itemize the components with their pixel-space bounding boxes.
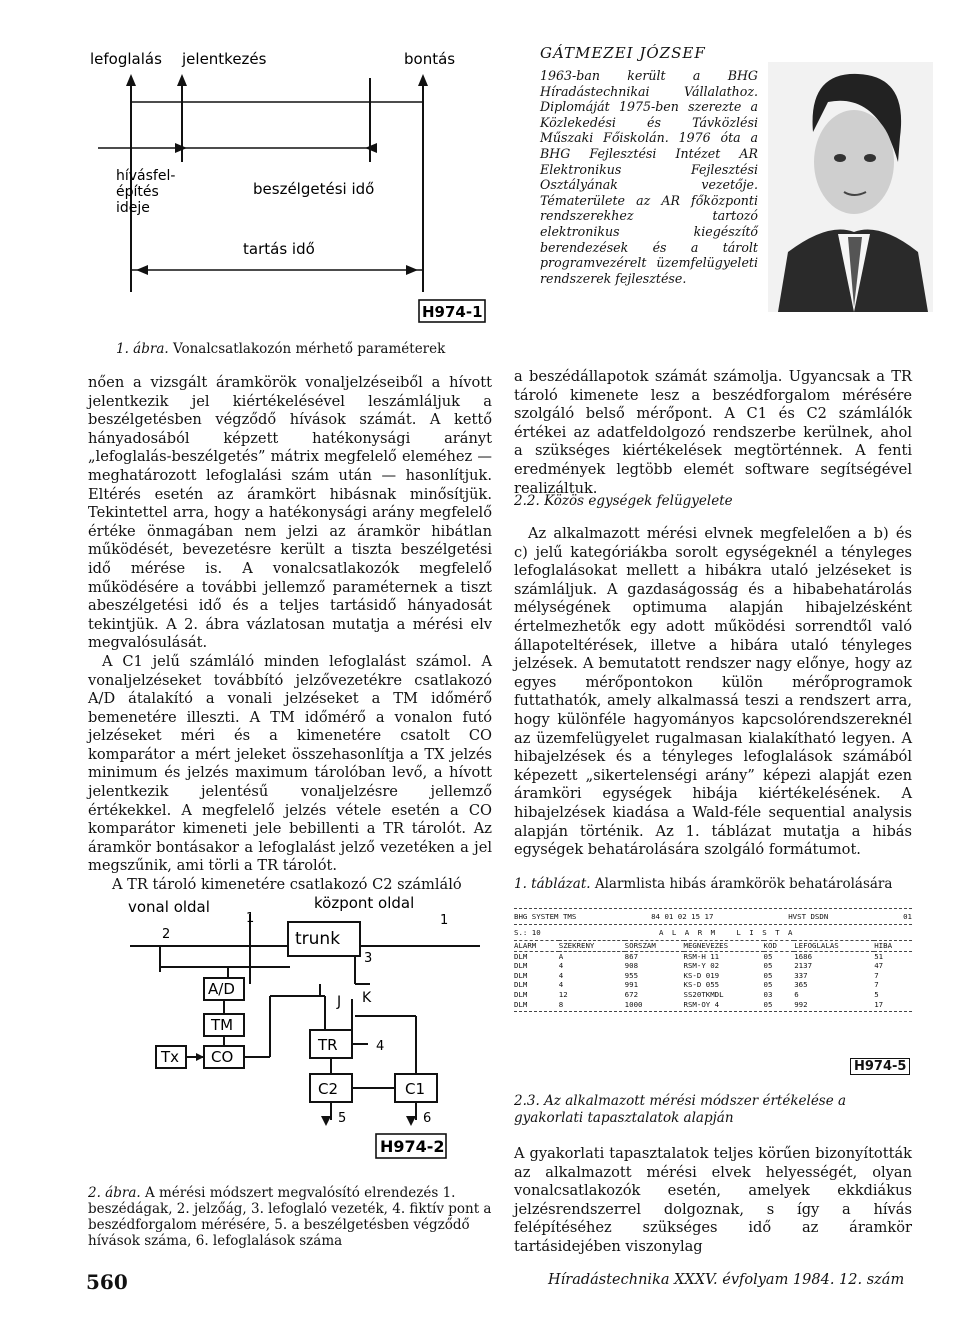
right-paragraph-1: a beszédállapotok számát számolja. Ugyancsak a TR tároló kimenete lesz a beszédforgalom mérésére szolgáló belső mérőpont. A C1 és C2 számlálók értékei az adatfeldolgozó rendszerbe kerülnek, ahol a szükséges kiértékelések megtörténnek. A fenti eredmények legtöbb elemét software segítségével realizáltuk.	[514, 368, 912, 497]
alarm-header-station: HVST DSDN	[788, 912, 829, 921]
section-2-2-title: Közös egységek felügyelete	[544, 493, 733, 509]
alarm-table-grid	[514, 940, 912, 1009]
label-tartas-ido: tartás idő	[243, 240, 315, 258]
label-5: 5	[338, 1111, 347, 1126]
label-hivasfelepites-1: hívásfel-	[116, 168, 176, 184]
label-co: CO	[211, 1048, 234, 1066]
label-beszelgetesi-ido: beszélgetési idő	[253, 180, 375, 198]
author-photo	[768, 62, 933, 312]
label-vonal-oldal: vonal oldal	[128, 898, 210, 916]
page-number: 560	[86, 1270, 128, 1294]
right-paragraph-3: A gyakorlati tapasztalatok teljes körűen bizonyították az alkalmazott mérési elvek helyességét, olyan vonalcsatlakozók esetén, amelyek ekkdiákus jelzésrendszerrel dolgoznak, s így a hívás felépítéséhez szükséges idő az áramkör tartásidejében viszonylag	[514, 1145, 912, 1255]
author-bio: 1963-ban került a BHG Híradástechnikai Vállalathoz. Diplomáját 1975-ben szerezte a Közlekedési és Távközlési Műszaki Főiskolán. 1976 óta a BHG Fejlesztési Intézet AR Elektronikus Fejlesztési Osztályának vezetője. Tématerülete az AR főközponti rendszerekhez tartozó elektronikus kiegészítő berendezések és a tárolt programvezérelt üzemfelügyeleti rendszerek fejlesztése.	[540, 68, 758, 286]
figure-2	[100, 894, 500, 1164]
label-tm: TM	[211, 1016, 234, 1034]
journal-footer: Híradástechnika XXXV. évfolyam 1984. 12. szám	[548, 1272, 905, 1288]
alarm-header-page: 01	[903, 912, 912, 921]
left-paragraph-1: nően a vizsgált áramkörök vonaljelzéseiből a hívott jelentkezik jel kiértékelésével leszámláljuk a beszélgetésben végződő hívások számát. A kettő hányadosából képzett hatékonysági arányt „lefoglalás-beszélgetés” mátrix megfelelő eleméhez — meghatározott lefoglalási szám után — hasonlítjuk. Eltérés esetén az áramkört hibásnak minősítjük. Tekintettel arra, hogy a hatékonysági arány megfelelő értéke önmagában nem jelzi az áramkör hibátlan működését, bevezetésre került a tiszta beszélgetési idő mérése is. A vonalcsatlakozók megfelelő működésére a további jellemző paraméternek a tiszt abeszélgetési idő és a teljes tartásidő hányadosát tekintjük. A 2. ábra vázlatosan mutatja a mérési elv megvalósulását.	[88, 374, 492, 652]
table-row: DLM 4 955 KS-D 019 05 337 7	[514, 970, 879, 980]
left-column	[88, 374, 492, 895]
figure-1-timing-diagram	[88, 42, 488, 332]
table-row: DLM 12 672 SS20TKMDL 03 6 5	[514, 989, 879, 999]
label-lefoglalas: lefoglalás	[90, 50, 162, 68]
label-4: 4	[376, 1039, 385, 1054]
figure-1-caption-text: Vonalcsatlakozón mérhető paraméterek	[172, 341, 446, 357]
section-2-3-number: 2.3.	[514, 1093, 540, 1109]
right-column-bottom	[514, 1145, 912, 1257]
section-2-3-heading	[514, 1093, 912, 1127]
author-name: GÁTMEZEI JÓZSEF	[540, 44, 706, 62]
label-1b: 1	[440, 913, 449, 928]
figure-1	[88, 42, 488, 332]
label-2: 2	[162, 927, 171, 942]
label-trunk: trunk	[295, 929, 341, 949]
col-lefoglalas: LEFOGLALAS	[794, 941, 839, 950]
table-1-caption-number: 1. táblázat.	[514, 876, 591, 892]
figure-1-caption-number: 1. ábra.	[116, 341, 169, 357]
author-block	[540, 44, 935, 344]
right-column-mid	[514, 525, 912, 860]
label-c1: C1	[405, 1080, 426, 1098]
label-c2: C2	[318, 1080, 339, 1098]
col-kod: KOD	[763, 941, 777, 950]
table-1-caption-text: Alarmlista hibás áramkörök behatárolására	[594, 876, 893, 892]
table-row: DLM 4 991 KS-D 055 05 365 7	[514, 980, 879, 990]
left-paragraph-3: A TR tároló kimenetére csatlakozó C2 számláló	[112, 876, 462, 894]
label-kozpont-oldal: központ oldal	[314, 894, 415, 912]
label-hivasfelepites-3: ideje	[116, 200, 150, 216]
figure-2-caption-number: 2. ábra.	[88, 1185, 141, 1201]
figure-1-caption	[116, 341, 496, 357]
col-sorszam: SORSZAM	[624, 941, 656, 950]
label-jelentkezes: jelentkezés	[182, 50, 267, 68]
label-3: 3	[364, 951, 373, 966]
col-hiba: HIBA	[874, 941, 893, 950]
col-szekreny: SZEKRENY	[558, 941, 595, 950]
alarm-table	[514, 908, 912, 1012]
section-2-2-heading	[514, 493, 912, 509]
figure-2-caption-text: A mérési módszert megvalósító elrendezés 1. beszédágak, 2. jelzőág, 3. lefoglaló vezeték, 4. fiktív pont a beszédforgalom mérésére, 5. a beszélgetésben végződő hívások száma, 6. lefoglalások száma	[88, 1185, 492, 1249]
label-ad: A/D	[208, 980, 235, 998]
table-row: DLM 4 908 RSM-Y 02 05 2137 47	[514, 961, 884, 971]
alarm-header-system: BHG SYSTEM TMS	[514, 912, 577, 921]
label-1: 1	[246, 911, 255, 926]
alarm-table-columns	[514, 941, 912, 952]
figure-2-caption	[88, 1185, 492, 1249]
figure-code-1: H974-1	[422, 303, 483, 321]
left-paragraph-2: A C1 jelű számláló minden lefoglalást számol. A vonaljelzéseket továbbító jelzővezetékre csatlakozó A/D átalakító a vonali jelzéseket a TM időmérő bemenetére illeszti. A TM időmérő a vonalon futó jelzéseket méri és a kimenetére csatolt CO komparátor a mért jeleket összehasonlítja a TX jelzés minimum és jelzés maximum tárolóban levő, a hívott jelentkezik jelentésű vonaljelzésre jellemző értékekkel. A megfelelő jelzés vétele esetén a CO komparátor kimeneti jele bebillenti a TR tárolót. Az áramkör bontásakor a lefoglalást jelző vezetéken a jel megszűnik, ami törli a TR tárolót.	[88, 652, 492, 875]
label-tr: TR	[318, 1036, 338, 1054]
right-column-top	[514, 368, 912, 498]
alarm-header-datetime: 84 01 02 15 17	[651, 912, 714, 921]
section-2-2-number: 2.2.	[514, 493, 540, 509]
label-hivasfelepites-2: építés	[116, 184, 159, 200]
right-paragraph-2: Az alkalmazott mérési elvnek megfelelően a b) és c) jelű kategóriákba sorolt egységeknél a tényleges lefoglalásokat mellett a hibákra utaló jelzéseket is számláljuk. A gazdaságosság és a hibabehatárolás mélységének optimuma alapján hibajelzésként értelmezhetők egy adott működési sorrendtől való állapoteltérések, illetve a hibára utaló tényleges jelzések. A bemutatott rendszer nagy előnye, hogy az egyes mérőpontokon külön mérőprogramok futtathatók, amely alkalmassá teszi a rendszert arra, hogy különféle hagyományos kapcsolórendszereknél az üzemfelügyelet rugalmasan kialakítható legyen. A hibajelzések és a tényleges lefoglalások számából képezett „sikertelenségi arány” képezi alapját ezen áramköri egységek hibája kiértékelésének. A hibajelzések kiadása a Wald-féle sequential analysis alapján történik. Az 1. táblázat mutatja a hibás egységek behatárolására szolgáló formátumot.	[514, 525, 912, 859]
label-tx: Tx	[161, 1048, 180, 1066]
section-2-3-title: Az alkalmazott mérési módszer értékelése a gyakorlati tapasztalatok alapján	[514, 1093, 847, 1126]
figure-code-2: H974-2	[380, 1137, 445, 1156]
table-1-caption	[514, 876, 914, 892]
col-megnevezes: MEGNEVEZES	[683, 941, 729, 950]
alarm-header-s: S.: 10	[514, 928, 541, 937]
col-alarm: ALARM	[514, 941, 537, 950]
alarm-table-header-2	[514, 924, 912, 940]
table-row: DLM A 867 RSM-H 11 05 1686 51	[514, 951, 884, 961]
label-6: 6	[423, 1111, 432, 1126]
label-bontas: bontás	[404, 50, 456, 68]
table-row: DLM 8 1000 RSM-OY 4 05 992 17	[514, 999, 884, 1009]
label-k: K	[362, 990, 372, 1006]
label-j: J	[337, 994, 342, 1010]
alarm-table-header-1	[514, 908, 912, 924]
table-code: H974-5	[850, 1058, 910, 1075]
alarm-header-title: A L A R M L I S T A	[659, 928, 795, 937]
